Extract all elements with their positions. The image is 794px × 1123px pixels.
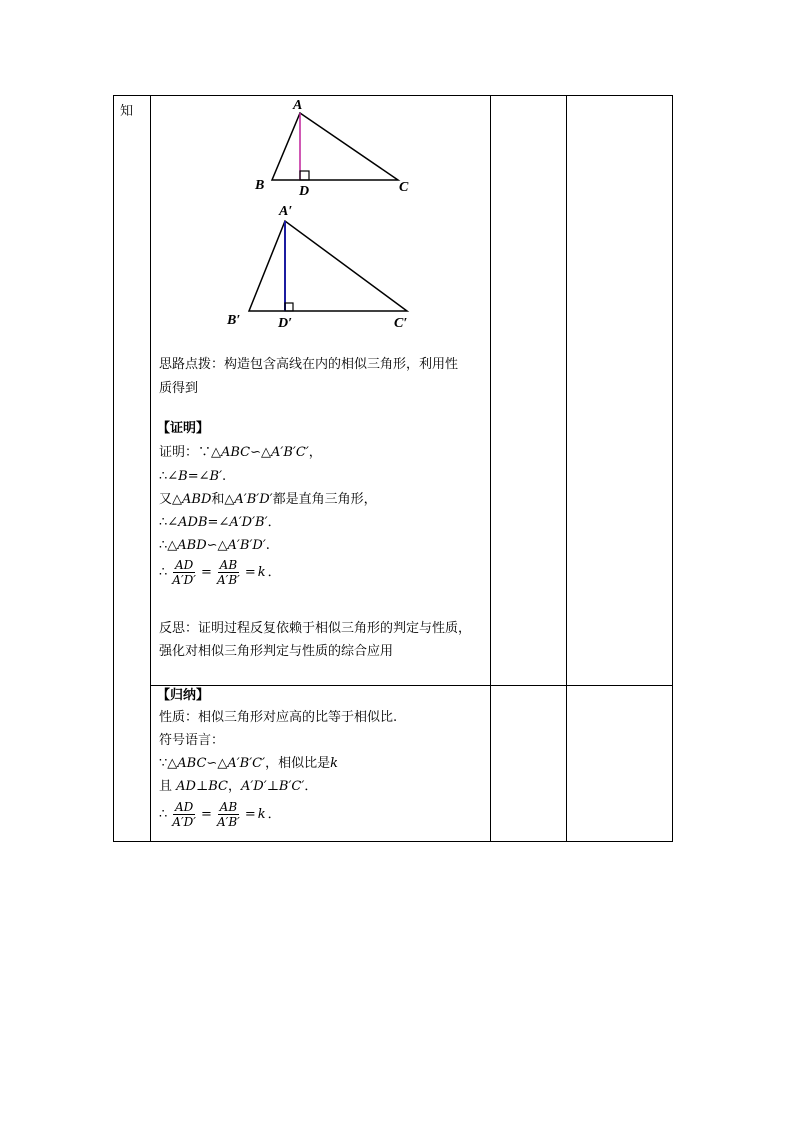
punct: ， — [308, 445, 322, 460]
perpendicular-symbol: ⊥ — [266, 779, 279, 794]
label-d1: D′ — [278, 316, 293, 331]
summary-symbol-label: 符号语言： — [159, 733, 225, 748]
label-a: A — [293, 98, 303, 113]
triangle-a1b1c1 — [249, 221, 407, 311]
math-abc: ABC — [221, 445, 251, 460]
equals-sign: = — [244, 564, 256, 580]
fraction-denominator: A′D′ — [172, 815, 197, 829]
summary-text: ，相似比是 — [265, 756, 331, 771]
column-divider — [566, 96, 567, 841]
label-b: B — [255, 178, 265, 193]
fraction-numerator: AB — [219, 800, 238, 814]
math-a1b1d1: A′B′D′ — [227, 538, 266, 553]
proof-text: ∴△ — [159, 538, 178, 553]
right-angle-mark — [300, 171, 309, 180]
proof-text: ∴∠ — [159, 469, 179, 484]
math-abd: ABD — [177, 538, 207, 553]
equals-sign: = — [201, 806, 212, 822]
figure-triangle-a1b1c1 — [222, 198, 422, 338]
fraction-ab-over-a1b1 — [215, 800, 242, 829]
label-c: C — [399, 180, 409, 195]
hint-line-1: 思路点拨：构造包含高线在内的相似三角形，利用性 — [159, 357, 459, 372]
math-bc: BC — [208, 779, 228, 794]
reflection-line-1: 反思：证明过程反复依赖于相似三角形的判定与性质， — [159, 621, 472, 636]
proof-line-4 — [159, 514, 281, 532]
punct: ． — [267, 806, 281, 822]
fraction-ad-over-a1d1 — [170, 558, 198, 587]
equals-angle: =∠ — [187, 469, 210, 484]
summary-line-1 — [159, 755, 338, 773]
proof-text: ∴∠ — [159, 515, 179, 530]
fraction-ab-over-a1b1 — [215, 558, 242, 587]
therefore-symbol: ∴ — [159, 806, 168, 822]
therefore-symbol: ∴ — [159, 564, 168, 580]
proof-line-3 — [159, 491, 377, 509]
reflection-line-2: 强化对相似三角形判定与性质的综合应用 — [159, 644, 394, 659]
proof-line-1 — [159, 444, 322, 462]
label-c1: C′ — [394, 316, 408, 331]
proof-text: 和△ — [211, 492, 235, 507]
right-angle-mark — [285, 303, 293, 311]
triangle-abc — [272, 113, 398, 180]
equals-angle: =∠ — [207, 515, 230, 530]
hint-line-2: 质得到 — [159, 381, 199, 396]
fraction-denominator: A′D′ — [172, 573, 197, 587]
punct: . — [265, 538, 270, 553]
proof-line-5 — [159, 537, 270, 555]
math-a1d1: A′D′ — [240, 779, 267, 794]
math-adb: ADB — [178, 515, 208, 530]
proof-line-2 — [159, 468, 226, 486]
perpendicular-symbol: ⊥ — [195, 779, 209, 794]
math-b: B — [178, 469, 188, 484]
column-divider — [490, 96, 491, 841]
row-divider — [150, 685, 672, 686]
similar-symbol: ∽△ — [250, 445, 272, 460]
math-abc: ABC — [177, 756, 207, 771]
fraction-denominator: A′B′ — [216, 815, 240, 829]
proof-ratio-line — [159, 558, 281, 587]
math-a1d1b1: A′D′B′ — [229, 515, 268, 530]
summary-text: 且 — [159, 779, 173, 794]
summary-ratio-line — [159, 800, 281, 829]
summary-heading: 【归纳】 — [157, 688, 210, 703]
math-k: k — [257, 564, 266, 580]
punct: ． — [304, 779, 318, 794]
math-a1b1c1: A′B′C′ — [227, 756, 266, 771]
punct: ． — [267, 515, 281, 530]
proof-text: 又△ — [159, 492, 182, 507]
fraction-numerator: AD — [175, 800, 194, 814]
math-a1b1d1: A′B′D′ — [234, 492, 273, 507]
label-b1: B′ — [227, 313, 241, 328]
fraction-denominator: A′B′ — [216, 573, 240, 587]
label-d: D — [299, 184, 310, 199]
punct: ， — [227, 779, 241, 794]
label-a1: A′ — [279, 204, 293, 219]
because-symbol: ∵△ — [159, 756, 178, 771]
punct: . — [222, 469, 227, 484]
equals-sign: = — [201, 564, 212, 580]
math-a1b1c1: A′B′C′ — [271, 445, 309, 460]
math-abd: ABD — [182, 492, 212, 507]
figure-triangle-abc — [250, 95, 420, 200]
fraction-ad-over-a1d1 — [170, 800, 198, 829]
similar-symbol: ∽△ — [206, 756, 228, 771]
summary-line-2 — [159, 778, 317, 796]
math-b1: B′ — [209, 469, 223, 484]
side-label: 知 — [120, 104, 134, 119]
proof-heading: 【证明】 — [157, 421, 210, 436]
fraction-numerator: AB — [219, 558, 238, 572]
column-divider — [150, 96, 151, 841]
math-ad: AD — [176, 779, 196, 794]
math-b1c1: B′C′ — [278, 779, 305, 794]
proof-text: 证明：∵△ — [159, 445, 221, 460]
equals-sign: = — [244, 806, 256, 822]
summary-property: 性质：相似三角形对应高的比等于相似比. — [159, 710, 398, 725]
math-k: k — [330, 756, 338, 771]
fraction-numerator: AD — [175, 558, 194, 572]
similar-symbol: ∽△ — [206, 538, 228, 553]
proof-text: 都是直角三角形， — [272, 492, 377, 507]
math-k: k — [257, 806, 266, 822]
punct: ． — [267, 564, 281, 580]
